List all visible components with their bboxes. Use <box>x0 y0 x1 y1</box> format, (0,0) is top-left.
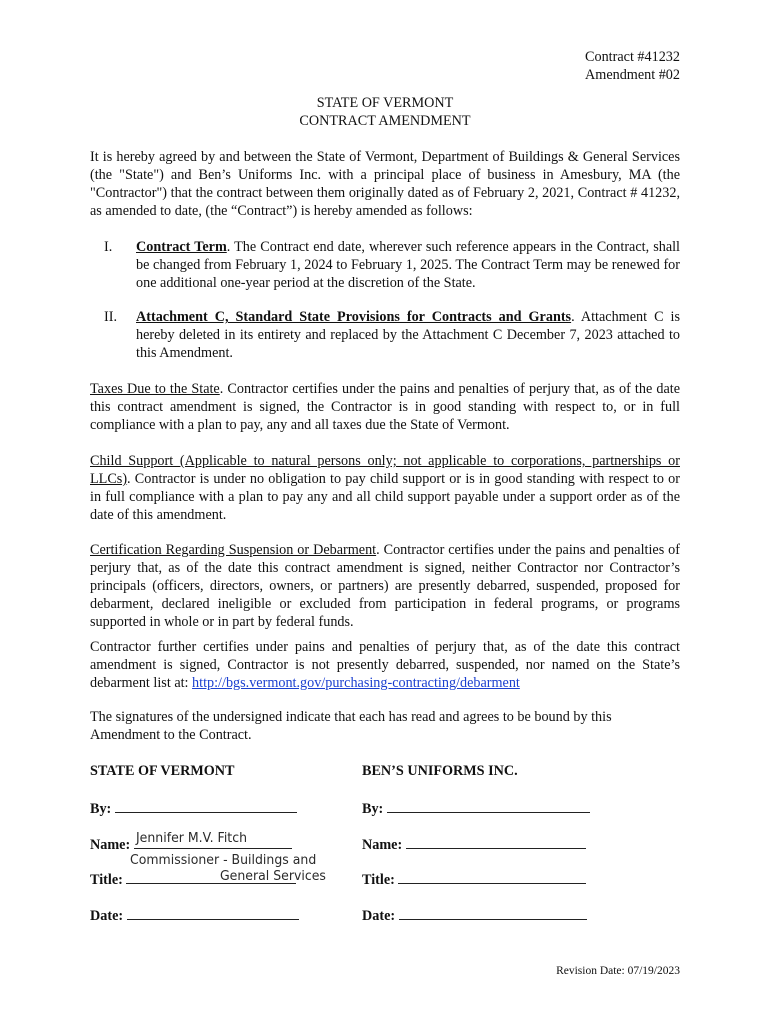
contractor-party-heading: BEN’S UNIFORMS INC. <box>362 763 518 779</box>
state-signer-name: Jennifer M.V. Fitch <box>136 829 247 846</box>
state-by-label: By: <box>90 801 112 817</box>
child-support-body: . Contractor is under no obligation to pay child support or is in good standing with respect to or in full compliance with a plan to pay any and all child support payable under a support order as of the date of this amendment. <box>90 471 680 523</box>
contractor-by-line <box>362 798 590 818</box>
child-support-paragraph <box>90 452 680 524</box>
certification-paragraph <box>90 541 680 631</box>
state-signer-title-line2: General Services <box>220 867 326 884</box>
contractor-signature-field[interactable] <box>387 798 590 813</box>
contractor-name-label: Name: <box>362 837 403 853</box>
contractor-by-label: By: <box>362 801 384 817</box>
state-signature-field[interactable] <box>115 798 297 813</box>
amendment-number: Amendment #02 <box>585 67 680 83</box>
contractor-date-line <box>362 905 587 925</box>
taxes-paragraph <box>90 380 680 434</box>
contractor-name-line <box>362 834 586 854</box>
state-title-label: Title: <box>90 872 123 888</box>
state-signer-title-line1: Commissioner - Buildings and <box>130 851 317 868</box>
document-heading-title: CONTRACT AMENDMENT <box>299 113 471 129</box>
further-certification-body: Contractor further certifies under pains and penalties of perjury that, as of the date this contract amendment is signed, Contractor is not presently debarred, suspended, nor named on the State’s debarment list at: <box>90 639 680 691</box>
contractor-title-label: Title: <box>362 872 395 888</box>
revision-date: Revision Date: 07/19/2023 <box>556 965 680 977</box>
certification-body: . Contractor certifies under the pains and penalties of perjury that, as of the date this contract amendment is signed, neither Contractor nor Contractor’s principals (officers, directors, owners, or partners) are presently debarred, suspended, proposed for debarment, declared ineligible or excluded from participation in federal programs, or programs supported in whole or in part by federal funds. <box>90 542 680 630</box>
contractor-title-line <box>362 869 586 889</box>
state-date-line <box>90 905 299 925</box>
item-1-numeral: I. <box>104 239 113 255</box>
item-2-heading: Attachment C, Standard State Provisions for Contracts and Grants <box>136 309 572 325</box>
state-by-line <box>90 798 297 818</box>
taxes-body: . Contractor certifies under the pains and penalties of perjury that, as of the date this contract amendment is signed, the Contractor is in good standing with respect to, or in full compliance with a plan to pay, any and all taxes due the State of Vermont. <box>90 381 680 433</box>
item-2-numeral: II. <box>104 309 117 325</box>
contractor-date-field[interactable] <box>399 905 587 920</box>
state-date-field[interactable] <box>127 905 299 920</box>
contractor-name-field[interactable] <box>406 834 586 849</box>
state-date-label: Date: <box>90 908 124 924</box>
item-2-body: . Attachment C is hereby deleted in its entirety and replaced by the Attachment C December 7, 2023 attached to this Amendment. <box>136 309 681 361</box>
state-party-heading: STATE OF VERMONT <box>90 763 235 779</box>
intro-paragraph: It is hereby agreed by and between the State of Vermont, Department of Buildings & General Services (the "State") and Ben’s Uniforms Inc. with a principal place of business in Amesbury, MA (the "Contractor") that the contract between them originally dated as of February 2, 2021, Contract # 41232, as amended to date, (the “Contract”) is hereby amended as follows: <box>90 149 680 219</box>
signatures-statement: The signatures of the undersigned indicate that each has read and agrees to be bound by this Amendment to the Contract. <box>90 709 612 743</box>
contract-number: Contract #41232 <box>585 49 680 65</box>
state-name-label: Name: <box>90 837 131 853</box>
taxes-heading: Taxes Due to the State <box>90 381 220 397</box>
document-heading-state: STATE OF VERMONT <box>316 95 454 111</box>
item-1-body: . The Contract end date, wherever such reference appears in the Contract, shall be changed from February 1, 2024 to February 1, 2025. The Contract Term may be renewed for one additional one-year period at the discretion of the State. <box>136 239 680 291</box>
debarment-list-link[interactable]: http://bgs.vermont.gov/purchasing-contracting/debarment <box>192 675 520 691</box>
child-support-heading: Child Support (Applicable to natural persons only; not applicable to corporations, partnerships or LLCs) <box>90 453 680 487</box>
item-1-heading: Contract Term <box>136 239 227 255</box>
item-1-text <box>136 238 680 292</box>
contractor-title-field[interactable] <box>398 869 586 884</box>
certification-heading: Certification Regarding Suspension or Debarment <box>90 542 377 558</box>
contractor-date-label: Date: <box>362 908 396 924</box>
further-certification-paragraph <box>90 638 680 692</box>
item-2-text <box>136 308 680 362</box>
